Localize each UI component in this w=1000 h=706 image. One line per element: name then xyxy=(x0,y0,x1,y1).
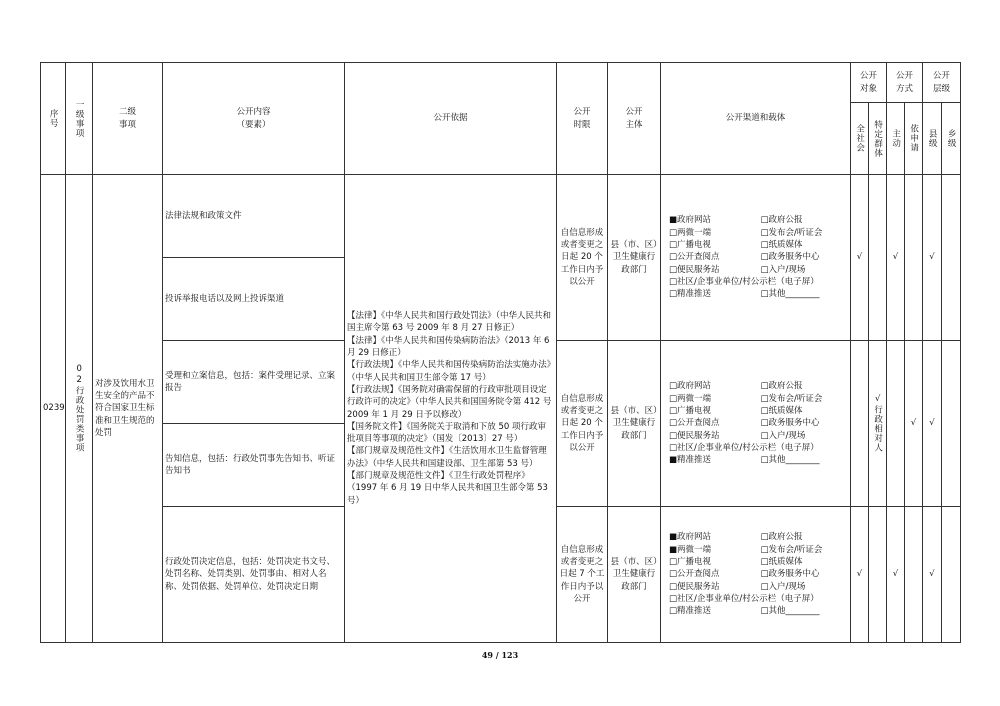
channel-option: □广播电视 xyxy=(669,406,712,417)
channel-option: □精准推送 xyxy=(669,606,712,617)
check-target-all xyxy=(851,341,869,507)
check-target-group xyxy=(869,507,887,643)
content-item: 受理和立案信息，包括：案件受理记录、立案报告 xyxy=(163,341,345,424)
header-channels: 公开渠道和载体 xyxy=(661,63,851,175)
check-mode-request xyxy=(905,175,923,341)
channel-option: □其他________ xyxy=(760,455,820,466)
page-number: 49 / 123 xyxy=(481,650,519,660)
check-target-group: √行政相对人 xyxy=(869,341,887,507)
header-level-county: 县级 xyxy=(923,103,942,175)
channel-option: □公开查阅点 xyxy=(669,569,720,580)
channel-option: □精准推送 xyxy=(669,289,712,300)
row-seq: 0239 xyxy=(41,175,66,643)
header-level: 公开层级 xyxy=(923,63,961,103)
check-target-group xyxy=(869,175,887,341)
channel-option: ■两微一端 xyxy=(669,544,712,555)
channel-option: □入户/现场 xyxy=(760,430,806,441)
check-level-county: √ xyxy=(923,507,942,643)
channel-option: □发布会/听证会 xyxy=(760,227,823,238)
header-level-township: 乡级 xyxy=(942,103,961,175)
disclosure-channels xyxy=(661,507,851,643)
disclosure-channels xyxy=(661,341,851,507)
channel-option: □入户/现场 xyxy=(760,264,806,275)
row-basis xyxy=(345,175,557,643)
channel-option: □便民服务站 xyxy=(669,430,720,441)
check-level-township xyxy=(942,175,961,341)
channel-option: □社区/企事业单位/村公示栏（电子屏） xyxy=(669,276,819,287)
content-item: 法律法规和政策文件 xyxy=(163,175,345,258)
channel-option: □纸质媒体 xyxy=(760,240,803,251)
header-subject: 公开主体 xyxy=(608,63,661,175)
channel-option: □政府公报 xyxy=(760,532,803,543)
channel-option: ■政府网站 xyxy=(669,532,712,543)
channel-option: □公开查阅点 xyxy=(669,418,720,429)
disclosure-table xyxy=(40,62,961,643)
header-target-group: 特定群体 xyxy=(869,103,887,175)
disclosure-time: 自信息形成或者变更之日起 20 个工作日内予以公开 xyxy=(557,341,608,507)
header-basis: 公开依据 xyxy=(345,63,557,175)
channel-option: □政府网站 xyxy=(669,381,712,392)
channel-option: □发布会/听证会 xyxy=(760,544,823,555)
channel-option: □两微一端 xyxy=(669,393,712,404)
channel-option: □社区/企事业单位/村公示栏（电子屏） xyxy=(669,593,819,604)
basis-item: 【行政法规】《中华人民共和国传染病防治法实施办法》（中华人民共和国卫生部令第 17 号） xyxy=(347,360,552,383)
channel-option: □便民服务站 xyxy=(669,264,720,275)
disclosure-subject: 县（市、区）卫生健康行政部门 xyxy=(608,507,661,643)
channel-option: □其他________ xyxy=(760,606,820,617)
channel-option: □入户/现场 xyxy=(760,581,806,592)
header-time: 公开时限 xyxy=(557,63,608,175)
disclosure-channels xyxy=(661,175,851,341)
channel-option: ■精准推送 xyxy=(669,455,712,466)
header-seq: 序号 xyxy=(41,63,66,175)
disclosure-time: 自信息形成或者变更之日起 20 个工作日内予以公开 xyxy=(557,175,608,341)
header-mode-request: 依申请 xyxy=(905,103,923,175)
header-level1: 一级事项 xyxy=(66,63,93,175)
channel-option: □便民服务站 xyxy=(669,581,720,592)
channel-option: □广播电视 xyxy=(669,240,712,251)
disclosure-subject: 县（市、区）卫生健康行政部门 xyxy=(608,341,661,507)
header-mode-active: 主动 xyxy=(887,103,905,175)
channel-option: □政务服务中心 xyxy=(760,569,820,580)
disclosure-subject: 县（市、区）卫生健康行政部门 xyxy=(608,175,661,341)
basis-item: 【法律】《中华人民共和国行政处罚法》（中华人民共和国主席令第 63 号 2009 年 8 月 27 日修正） xyxy=(347,311,552,334)
content-item: 投诉举报电话以及网上投诉渠道 xyxy=(163,258,345,341)
channel-option: □社区/企事业单位/村公示栏（电子屏） xyxy=(669,442,819,453)
row-level1: 02行政处罚类事项 xyxy=(66,175,93,643)
check-mode-active: √ xyxy=(887,175,905,341)
check-mode-active xyxy=(887,341,905,507)
header-target-all: 全社会 xyxy=(851,103,869,175)
channel-option: □其他________ xyxy=(760,289,820,300)
content-item: 告知信息，包括：行政处罚事先告知书、听证告知书 xyxy=(163,424,345,507)
channel-option: □纸质媒体 xyxy=(760,406,803,417)
basis-item: 【行政法规】《国务院对确需保留的行政审批项目设定行政许可的决定》（中华人民共和国国务院令第 412 号 2009 年 1 月 29 日予以修改） xyxy=(347,384,552,420)
check-target-all: √ xyxy=(851,175,869,341)
channel-option: □纸质媒体 xyxy=(760,557,803,568)
disclosure-time: 自信息形成或者变更之日起 7 个工作日内予以公开 xyxy=(557,507,608,643)
basis-item: 【部门规章及规范性文件】《卫生行政处罚程序》（1997 年 6 月 19 日中华人民共和国卫生部令第 53 号） xyxy=(347,471,548,506)
check-level-county: √ xyxy=(923,341,942,507)
row-level2: 对涉及饮用水卫生安全的产品不符合国家卫生标准和卫生规范的处罚 xyxy=(93,175,163,643)
check-level-township xyxy=(942,507,961,643)
channel-option: □广播电视 xyxy=(669,557,712,568)
channel-option: □政务服务中心 xyxy=(760,418,820,429)
check-mode-active: √ xyxy=(887,507,905,643)
channel-option: □政府公报 xyxy=(760,381,803,392)
header-content: 公开内容 （要素） xyxy=(163,63,345,175)
channel-option: □发布会/听证会 xyxy=(760,393,823,404)
content-item: 行政处罚决定信息，包括：处罚决定书文号、处罚名称、处罚类别、处罚事由、相对人名称、处罚依据、处罚单位、处罚决定日期 xyxy=(163,507,345,643)
channel-option: □公开查阅点 xyxy=(669,252,720,263)
check-level-county: √ xyxy=(923,175,942,341)
basis-item: 【法律】《中华人民共和国传染病防治法》（2013 年 6 月 29 日修正） xyxy=(347,335,550,358)
channel-option: ■政府网站 xyxy=(669,215,712,226)
basis-item: 【部门规章及规范性文件】《生活饮用水卫生监督管理办法》（中华人民共和国建设部、卫生部第 53 号） xyxy=(347,446,547,469)
check-target-all: √ xyxy=(851,507,869,643)
channel-option: □政府公报 xyxy=(760,215,803,226)
basis-item: 【国务院文件】《国务院关于取消和下放 50 项行政审批项目等事项的决定》（国发〔2013〕27 号） xyxy=(347,421,546,445)
check-mode-request xyxy=(905,507,923,643)
check-level-township xyxy=(942,341,961,507)
table-row xyxy=(41,175,961,258)
header-level2: 二级事项 xyxy=(93,63,163,175)
header-target: 公开对象 xyxy=(851,63,887,103)
header-mode: 公开方式 xyxy=(887,63,923,103)
channel-option: □两微一端 xyxy=(669,227,712,238)
check-mode-request: √ xyxy=(905,341,923,507)
channel-option: □政务服务中心 xyxy=(760,252,820,263)
